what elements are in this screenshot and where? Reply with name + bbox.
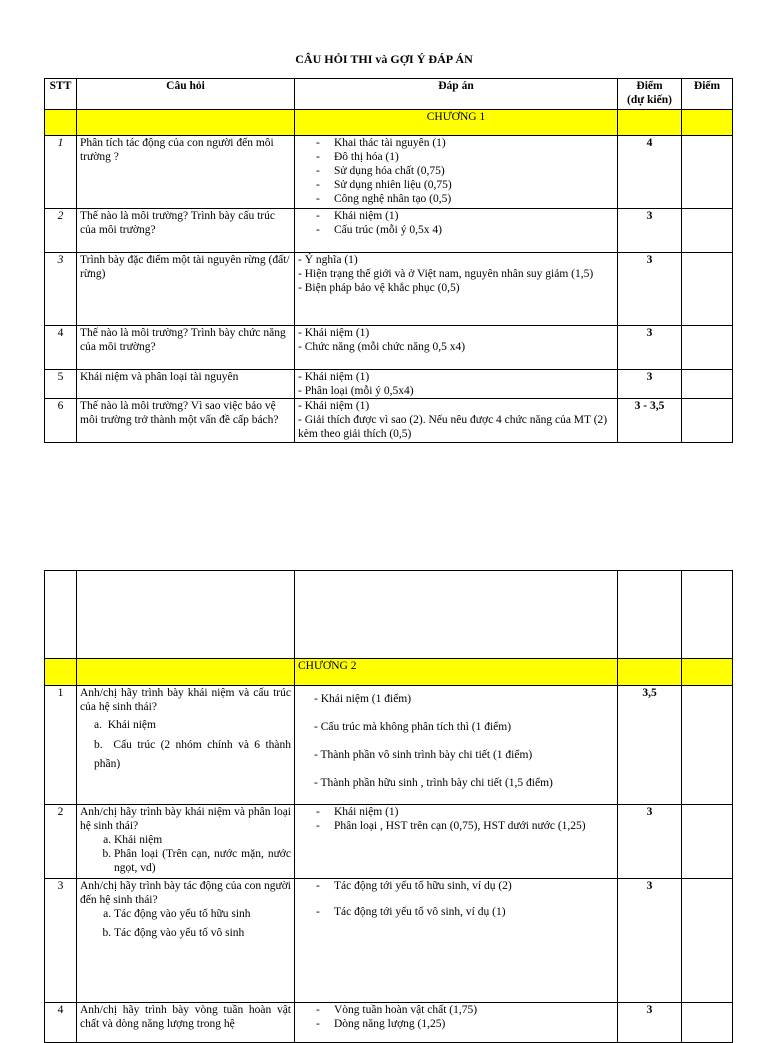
table-row: 1 Anh/chị hãy trình bày khái niệm và cấu trúc của hệ sinh thái? a. Khái niệm b. Cấu trúc (2 nhóm chính và 6 thành phần) - Khái niệm (1 điểm) - Cấu trúc mà không phân tích thì (1 điểm) - Thành phần vô sinh trình bày chi tiết (1 điểm) - Thành phần hữu sinh , trình bày chi tiết (1,5 điểm) 3,5 <box>45 686 733 805</box>
chapter1-table <box>44 78 733 443</box>
table-row: 5 Khái niệm và phân loại tài nguyên - Khái niệm (1) - Phân loại (mỗi ý 0,5x4) 3 <box>45 370 733 399</box>
table-row: 2 Anh/chị hãy trình bày khái niệm và phân loại hệ sinh thái? a. Khái niệm b. Phân loại (Trên cạn, nước mặn, nước ngọt, vd) - Khái niệm (1) - Phân loại , HST trên cạn (0,75), HST dưới nước (1,25) 3 <box>45 805 733 879</box>
chapter1-heading-row <box>45 110 733 136</box>
header-points: Điểm <box>682 79 733 110</box>
table-row: 3 Trình bày đặc điểm một tài nguyên rừng (đất/ rừng) - Ý nghĩa (1) - Hiện trạng thế giới và ở Việt nam, nguyên nhân suy giảm (1,5) - Biện pháp bảo vệ khắc phục (0,5) 3 <box>45 253 733 326</box>
empty-row <box>45 571 733 659</box>
table-row: 4 Thế nào là môi trường? Trình bày chức năng của môi trường? - Khái niệm (1) - Chức năng (mỗi chức năng 0,5 x4) 3 <box>45 326 733 370</box>
header-question: Câu hỏi <box>77 79 295 110</box>
header-expected-points: Điểm (dự kiến) <box>618 79 682 110</box>
chapter1-label: CHƯƠNG 1 <box>295 110 618 136</box>
chapter2-label: CHƯƠNG 2 <box>295 659 618 686</box>
document-title: CÂU HỎI THI và GỢI Ý ĐÁP ÁN <box>295 52 473 66</box>
table-row: 6 Thế nào là môi trường? Vì sao việc bảo vệ môi trường trở thành một vấn đề cấp bách? - Khái niệm (1) - Giải thích được vì sao (2). Nếu nêu được 4 chức năng của MT (2) kèm theo giải thích (0,5) 3 - 3,5 <box>45 399 733 443</box>
table-row: 1 Phân tích tác động của con người đến môi trường ? - Khai thác tài nguyên (1) - Đô thị hóa (1) - Sử dụng hóa chất (0,75) - Sử dụng nhiên liệu (0,75) - Công nghệ nhân tạo (0,5) 4 <box>45 136 733 209</box>
table-row: 3 Anh/chị hãy trình bày tác động của con người đến hệ sinh thái? a. Tác động vào yếu tố hữu sinh b. Tác động vào yếu tố vô sinh - Tác động tới yếu tố hữu sinh, ví dụ (2) - Tác động tới yếu tố vô sinh, ví dụ (1) 3 <box>45 879 733 1003</box>
header-answer: Đáp án <box>295 79 618 110</box>
header-stt: STT <box>45 79 77 110</box>
chapter2-table <box>44 570 733 1043</box>
chapter2-heading-row <box>45 659 733 686</box>
table-row: 2 Thế nào là môi trường? Trình bày cấu trúc của môi trường? - Khái niệm (1) - Cấu trúc (mỗi ý 0,5x 4) 3 <box>45 209 733 253</box>
table-row: 4 Anh/chị hãy trình bày vòng tuần hoàn vật chất và dòng năng lượng trong hệ - Vòng tuần hoàn vật chất (1,75) - Dòng năng lượng (1,25) 3 <box>45 1003 733 1043</box>
table-header-row <box>45 79 733 110</box>
